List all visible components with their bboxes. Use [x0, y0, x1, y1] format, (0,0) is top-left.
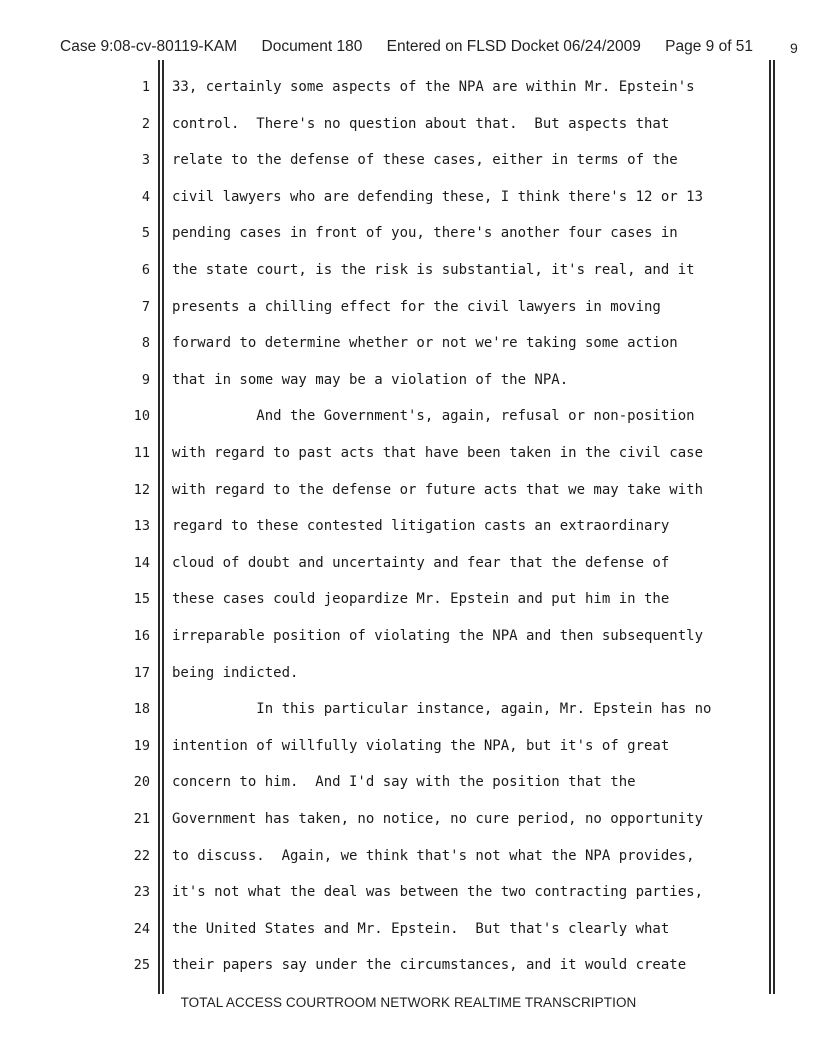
transcript-line	[0, 516, 817, 552]
line-number: 17	[133, 664, 150, 681]
line-text: being indicted.	[172, 664, 299, 681]
line-number: 23	[133, 884, 150, 901]
line-number: 16	[133, 628, 150, 644]
line-text: concern to him. And I'd say with the position that the	[172, 774, 636, 791]
line-text: Government has taken, no notice, no cure period, no opportunity	[172, 811, 704, 827]
line-text: forward to determine whether or not we're taking some action	[172, 335, 678, 352]
transcript-line	[0, 406, 817, 442]
case-number: Case 9:08-cv-80119-KAM	[60, 38, 238, 55]
transcript-line	[0, 370, 817, 406]
line-number: 15	[133, 591, 150, 608]
line-text: with regard to the defense or future acts that we may take with	[172, 481, 704, 498]
footer: TOTAL ACCESS COURTROOM NETWORK REALTIME TRANSCRIPTION	[180, 995, 637, 1010]
line-text: that in some way may be a violation of the NPA.	[172, 371, 569, 388]
transcript-line	[0, 736, 817, 772]
line-number: 9	[141, 371, 150, 388]
transcript-line	[0, 919, 817, 955]
transcript-line	[0, 77, 817, 113]
line-text: civil lawyers who are defending these, I think there's 12 or 13	[172, 188, 704, 205]
transcript-line	[0, 846, 817, 882]
line-number: 20	[133, 774, 150, 791]
line-number: 21	[133, 811, 150, 827]
line-text: to discuss. Again, we think that's not what the NPA provides,	[172, 847, 695, 864]
docket-entry: Entered on FLSD Docket 06/24/2009	[386, 38, 641, 55]
line-number: 22	[133, 847, 150, 864]
page-indicator: Page 9 of 51	[665, 38, 754, 55]
transcript-line	[0, 809, 817, 845]
line-number: 2	[141, 115, 150, 132]
transcript-line	[0, 114, 817, 150]
transcript-line	[0, 260, 817, 296]
line-number: 4	[141, 188, 150, 205]
line-number: 8	[141, 335, 150, 352]
transcript-line	[0, 333, 817, 369]
line-text: intention of willfully violating the NPA, but it's of great	[172, 737, 670, 754]
line-text: pending cases in front of you, there's another four cases in	[172, 225, 678, 242]
line-number: 6	[141, 262, 150, 278]
transcript-line	[0, 699, 817, 735]
line-number: 11	[133, 445, 150, 461]
docket-header	[60, 38, 754, 56]
line-number: 18	[133, 701, 150, 718]
line-text: presents a chilling effect for the civil lawyers in moving	[172, 298, 661, 315]
line-text: their papers say under the circumstances, and it would create	[172, 957, 687, 974]
line-number: 24	[133, 920, 150, 937]
line-number: 12	[133, 481, 150, 498]
line-text: And the Government's, again, refusal or non-position	[172, 408, 695, 425]
line-text: relate to the defense of these cases, either in terms of the	[172, 152, 678, 169]
transcript-page-number: 9	[790, 40, 798, 56]
transcript-line	[0, 150, 817, 186]
transcript-line	[0, 882, 817, 918]
line-number: 3	[141, 152, 150, 169]
line-text: with regard to past acts that have been taken in the civil case	[172, 445, 704, 461]
transcript-line	[0, 480, 817, 516]
transcript-line	[0, 663, 817, 699]
line-number: 1	[141, 79, 150, 95]
transcript-line	[0, 443, 817, 479]
transcript-line	[0, 187, 817, 223]
transcript-line	[0, 772, 817, 808]
line-text: cloud of doubt and uncertainty and fear that the defense of	[172, 554, 670, 571]
line-number: 19	[133, 737, 150, 754]
line-number: 25	[133, 957, 150, 974]
line-text: irreparable position of violating the NPA and then subsequently	[172, 628, 704, 644]
line-text: In this particular instance, again, Mr. Epstein has no	[172, 701, 712, 718]
line-text: the United States and Mr. Epstein. But that's clearly what	[172, 920, 670, 937]
line-text: control. There's no question about that. But aspects that	[172, 115, 670, 132]
transcript-line	[0, 297, 817, 333]
line-text: it's not what the deal was between the two contracting parties,	[172, 884, 704, 901]
line-number: 10	[133, 408, 150, 425]
transcript-line	[0, 223, 817, 259]
line-text: the state court, is the risk is substantial, it's real, and it	[172, 262, 695, 278]
transcript-line	[0, 589, 817, 625]
line-number: 5	[141, 225, 150, 242]
transcript-line	[0, 553, 817, 589]
line-number: 7	[141, 298, 150, 315]
line-text: these cases could jeopardize Mr. Epstein and put him in the	[172, 591, 670, 608]
document-number: Document 180	[261, 38, 363, 55]
line-number: 13	[133, 518, 150, 535]
line-number: 14	[133, 554, 150, 571]
transcript-line	[0, 626, 817, 662]
line-text: 33, certainly some aspects of the NPA are within Mr. Epstein's	[172, 79, 695, 95]
line-text: regard to these contested litigation casts an extraordinary	[172, 518, 670, 535]
transcript-line	[0, 955, 817, 991]
